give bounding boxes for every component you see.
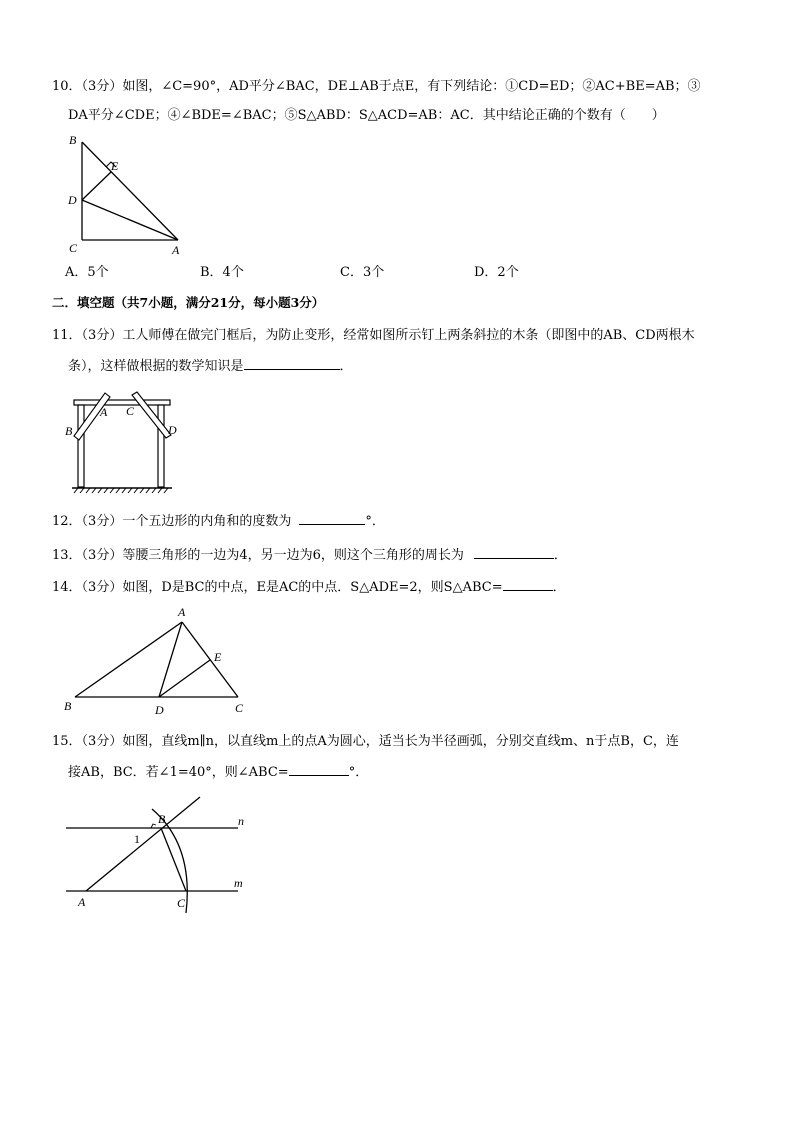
q13-text — [52, 546, 567, 565]
q12-text-before-blank: 12．（3分）一个五边形的内角和的度数为 — [52, 514, 292, 529]
q11-text-line2 — [68, 357, 353, 376]
q14-text-after-blank: ． — [552, 580, 566, 595]
q15-label-a: A — [78, 895, 86, 909]
q14-label-d: D — [155, 703, 164, 717]
q10-option-b[interactable]: B．4个 — [200, 265, 244, 280]
q11-text-before-blank: 条），这样做根据的数学知识是 — [68, 359, 244, 374]
q13-text-after-blank: ． — [553, 548, 567, 563]
q14-answer-blank[interactable] — [503, 578, 553, 591]
section-heading-fill-in: 二．填空题（共7小题，满分21分，每小题3分） — [52, 295, 325, 310]
q10-triangle-figure — [60, 130, 200, 258]
q11-door-frame-figure — [60, 390, 190, 495]
q13-answer-blank[interactable] — [474, 546, 554, 559]
q11-text-line1: 11．（3分）工人师傅在做完门框后，为防止变形，经常如图所示钉上两条斜拉的木条（即图中的AB、CD两根木 — [52, 328, 695, 343]
q10-option-d[interactable]: D．2个 — [474, 265, 519, 280]
q15-text-line2 — [68, 763, 368, 782]
q11-text-after-blank: ． — [339, 359, 353, 374]
q12-answer-blank[interactable] — [299, 512, 365, 525]
q11-answer-blank[interactable] — [244, 357, 340, 370]
q15-parallel-lines-figure — [60, 795, 260, 920]
q15-text-line1: 15．（3分）如图，直线m∥n，以直线m上的点A为圆心，适当长为半径画弧，分别交直线m、n于点B，C，连 — [52, 734, 679, 749]
q10-label-c: C — [69, 241, 78, 255]
q10-option-a[interactable]: A．5个 — [65, 265, 109, 280]
q15-answer-blank[interactable] — [289, 763, 349, 776]
q14-triangle-figure — [60, 600, 260, 720]
q10-label-b: B — [69, 133, 77, 147]
q15-label-n: n — [238, 814, 244, 828]
q10-option-c[interactable]: C．3个 — [340, 265, 385, 280]
q15-text-before-blank: 接AB，BC．若∠1=40°，则∠ABC= — [68, 765, 289, 780]
q14-text-before-blank: 14．（3分）如图，D是BC的中点，E是AC的中点．S△ADE=2，则S△ABC= — [52, 580, 503, 595]
q10-text-line1: 10．（3分）如图，∠C=90°，AD平分∠BAC，DE⊥AB于点E，有下列结论：①CD=ED；②AC+BE=AB；③ — [52, 79, 701, 94]
q13-text-before-blank: 13．（3分）等腰三角形的一边为4，另一边为6，则这个三角形的周长为 — [52, 548, 464, 563]
q14-label-e: E — [214, 650, 222, 664]
q15-label-m: m — [234, 876, 243, 890]
q12-text — [52, 512, 385, 531]
q15-text-after-blank: °． — [348, 765, 369, 780]
q10-label-a: A — [172, 243, 180, 257]
q14-label-b: B — [64, 699, 72, 713]
q10-text-line2: DA平分∠CDE；④∠BDE=∠BAC；⑤S△ABD：S△ACD=AB：AC．其中结论正确的个数有（ ） — [68, 108, 665, 123]
q15-label-b: B — [158, 812, 166, 826]
q11-label-b: B — [65, 424, 73, 438]
q11-label-c: C — [126, 404, 135, 418]
q10-label-d: D — [68, 193, 77, 207]
q12-text-after-blank: °． — [365, 514, 385, 529]
q14-label-a: A — [178, 605, 186, 619]
q11-label-a: A — [100, 405, 108, 419]
q15-label-angle-1: 1 — [134, 832, 140, 846]
q14-text — [52, 578, 566, 597]
q15-label-c: C — [177, 896, 186, 910]
q10-label-e: E — [111, 159, 119, 173]
q14-label-c: C — [235, 701, 244, 715]
q11-label-d: D — [168, 423, 177, 437]
